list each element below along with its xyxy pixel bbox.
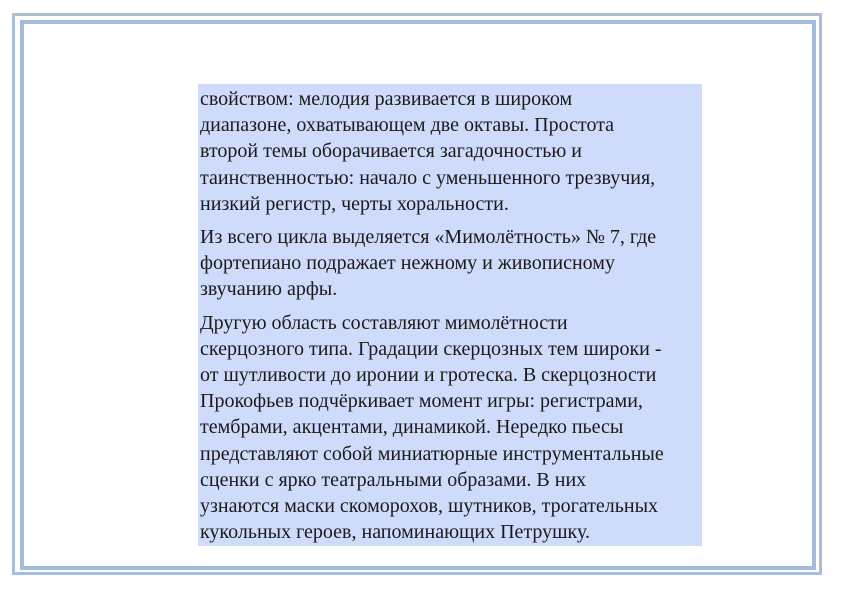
- paragraph-second-theme: свойством: мелодия развивается в широком диапазоне, охватывающем две октавы. Простота второй темы оборачивается загадочностью и таинственностью: начало с уменьшенного трезвучия, низкий регистр, черты хоральности.: [200, 88, 656, 215]
- paragraph-visions-fugitives-7: Из всего цикла выделяется «Мимолётность» № 7, где фортепиано подражает нежному и живописному звучанию арфы.: [200, 226, 657, 301]
- text-box: [198, 84, 702, 546]
- paragraph-scherzo-type: Другую область составляют мимолётности скерцозного типа. Градации скерцозных тем широки - от шутливости до иронии и гротеска. В скерцозности Прокофьев подчёркивает момент игры: регистрами, тембрами, акцентами, динамикой. Нередко пьесы представляют собой миниатюрные инструментальные сценки с ярко театральными образами. В них узнаются маски скоморохов, шутников, трогательных кукольных героев, напоминающих Петрушку.: [200, 311, 664, 544]
